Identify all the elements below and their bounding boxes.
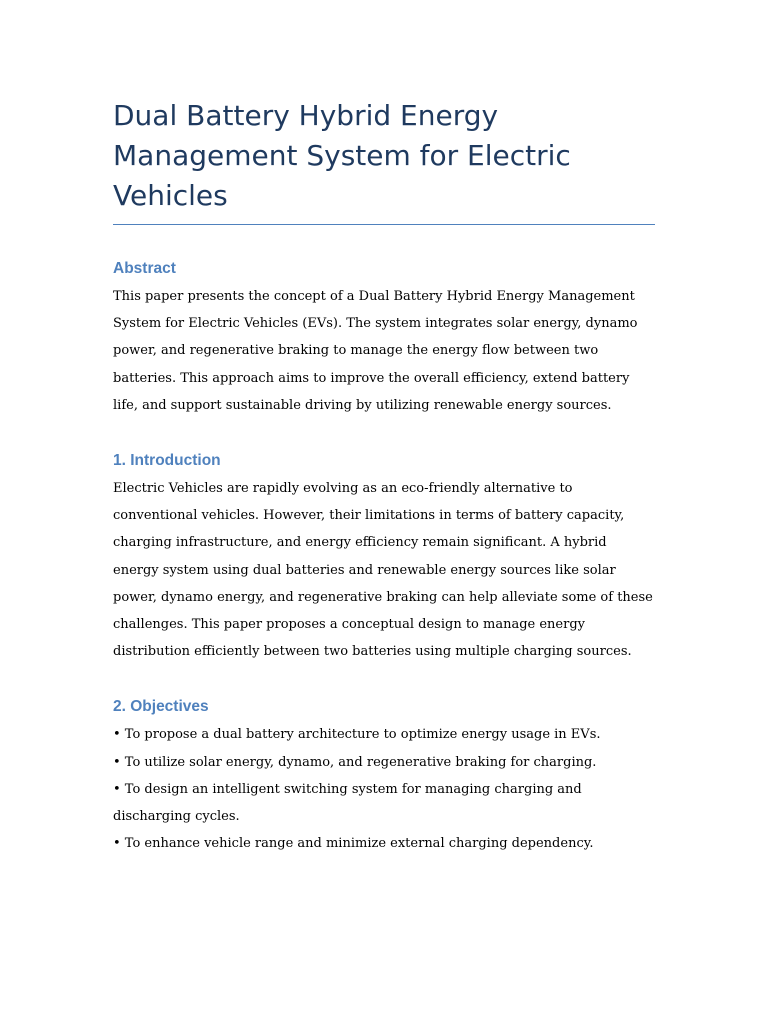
objectives-heading: 2. Objectives: [113, 698, 209, 716]
document-title: Dual Battery Hybrid Energy Management System for Electric Vehicles: [113, 96, 655, 225]
list-item: • To utilize solar energy, dynamo, and regenerative braking for charging.: [113, 754, 597, 770]
abstract-text: This paper presents the concept of a Dual Battery Hybrid Energy Management System for Electric Vehicles (EVs). The system integrates solar energy, dynamo power, and regenerative braking to manage the energy flow between two batteries. This approach aims to improve the overall efficiency, extend battery life, and support sustainable driving by utilizing renewable energy sources.: [113, 289, 638, 413]
list-item: • To propose a dual battery architecture to optimize energy usage in EVs.: [113, 727, 601, 743]
objectives-list: [113, 721, 655, 857]
introduction-section: [113, 451, 655, 665]
abstract-heading: Abstract: [113, 260, 176, 277]
document-page: [113, 96, 655, 857]
list-item: • To enhance vehicle range and minimize external charging dependency.: [113, 836, 594, 852]
objectives-section: [113, 697, 655, 857]
introduction-text: Electric Vehicles are rapidly evolving as an eco-friendly alternative to conventional vehicles. However, their limitations in terms of battery capacity, charging infrastructure, and energy efficiency remain significant. A hybrid energy system using dual batteries and renewable energy sources like solar power, dynamo energy, and regenerative braking can help alleviate some of these challenges. This paper proposes a conceptual design to manage energy distribution efficiently between two batteries using multiple charging sources.: [113, 481, 653, 660]
abstract-section: [113, 259, 655, 419]
introduction-heading: 1. Introduction: [113, 452, 221, 470]
list-item: • To design an intelligent switching system for managing charging and discharging cycles.: [113, 781, 582, 825]
